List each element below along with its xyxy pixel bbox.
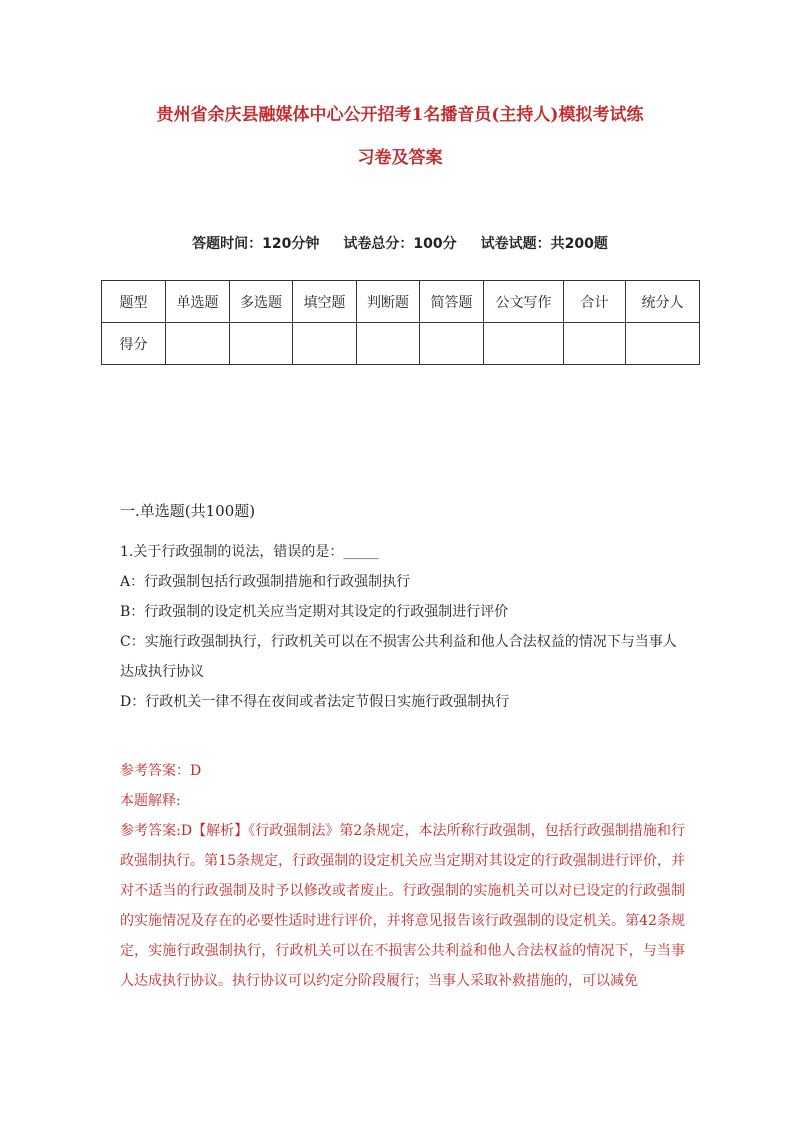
score-cell — [166, 323, 230, 365]
score-table-header-row — [102, 281, 700, 323]
option-b: B：行政强制的设定机关应当定期对其设定的行政强制进行评价 — [120, 604, 509, 620]
score-table — [101, 280, 700, 365]
score-cell — [484, 323, 564, 365]
header-cell-scorer: 统分人 — [626, 281, 700, 323]
option-c: C：实施行政强制执行，行政机关可以在不损害公共利益和他人合法权益的情况下与当事人达成执行协议 — [120, 634, 677, 680]
document-title-line-1: 贵州省余庆县融媒体中心公开招考1名播音员(主持人)模拟考试练 — [156, 105, 644, 125]
score-cell — [357, 323, 420, 365]
option-a: A：行政强制包括行政强制措施和行政强制执行 — [120, 574, 411, 590]
header-cell-single-choice: 单选题 — [166, 281, 230, 323]
header-cell-true-false: 判断题 — [357, 281, 420, 323]
question-block — [120, 537, 690, 717]
header-cell-type: 题型 — [102, 281, 166, 323]
question-stem: 1.关于行政强制的说法，错误的是：_____ — [120, 544, 379, 560]
score-cell — [293, 323, 357, 365]
score-cell — [564, 323, 626, 365]
exam-total-score: 试卷总分：100分 — [343, 236, 457, 252]
score-table-score-row — [102, 323, 700, 365]
section-title: 一.单选题(共100题) — [120, 502, 256, 520]
explanation-text: 参考答案:D【解析】《行政强制法》第2条规定，本法所称行政强制，包括行政强制措施和行政强制执行。第15条规定，行政强制的设定机关应当定期对其设定的行政强制进行评价，并对不适当的行政强制及时予以修改或者废止。行政强制的实施机关可以对已设定的行政强制的实施情况及存在的必要性适时进行评价，并将意见报告该行政强制的设定机关。第42条规定，实施行政强制执行，行政机关可以在不损害公共利益和他人合法权益的情况下，与当事人达成执行协议。执行协议可以约定分阶段履行；当事人采取补救措施的，可以减免 — [120, 823, 685, 989]
header-cell-fill-blank: 填空题 — [293, 281, 357, 323]
answer-block — [120, 756, 685, 996]
score-cell — [626, 323, 700, 365]
header-cell-official-writing: 公文写作 — [484, 281, 564, 323]
header-cell-multi-choice: 多选题 — [230, 281, 293, 323]
explanation-label: 本题解释: — [120, 793, 181, 809]
header-cell-total: 合计 — [564, 281, 626, 323]
exam-meta — [100, 233, 700, 253]
document-title-line-2: 习卷及答案 — [357, 148, 443, 168]
option-d: D：行政机关一律不得在夜间或者法定节假日实施行政强制执行 — [120, 694, 510, 710]
score-cell — [420, 323, 484, 365]
header-cell-short-answer: 简答题 — [420, 281, 484, 323]
exam-question-count: 试卷试题：共200题 — [480, 236, 608, 252]
score-cell — [230, 323, 293, 365]
reference-answer: 参考答案：D — [120, 763, 202, 779]
score-row-label: 得分 — [102, 323, 166, 365]
exam-time: 答题时间：120分钟 — [192, 236, 320, 252]
